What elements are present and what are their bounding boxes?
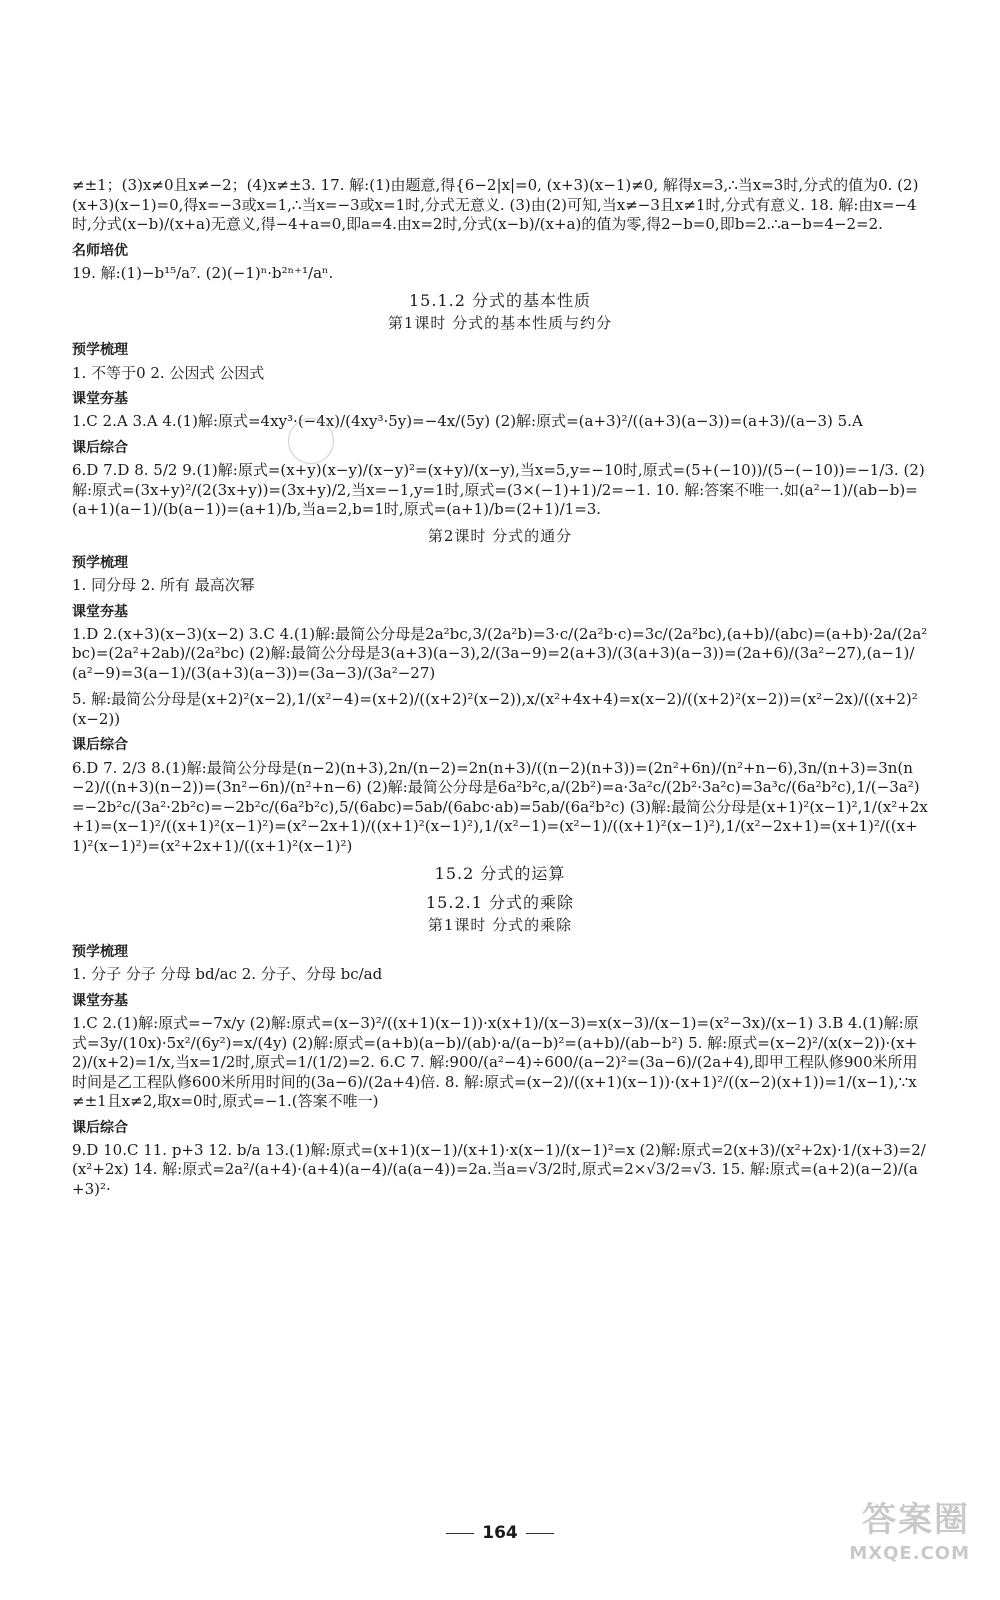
section-heading: 名师培优 bbox=[72, 242, 128, 259]
answer-line: 1. 同分母 2. 所有 最高次幂 bbox=[72, 576, 255, 595]
answer-page bbox=[72, 176, 928, 1206]
answer-line: 1. 分子 分子 分母 bd/ac 2. 分子、分母 bc/ad bbox=[72, 965, 383, 984]
answer-line: 1. 不等于0 2. 公因式 公因式 bbox=[72, 363, 265, 382]
lesson-title: 第1课时 分式的基本性质与约分 bbox=[387, 313, 613, 332]
section-heading: 课后综合 bbox=[72, 439, 128, 456]
section-heading: 课后综合 bbox=[72, 737, 128, 754]
section-heading: 课后综合 bbox=[72, 1119, 128, 1136]
watermark-logo: 答案圈 MXQE.COM bbox=[849, 1500, 970, 1565]
answer-line: 19. 解:(1)−b¹⁵/a⁷. (2)(−1)ⁿ·b²ⁿ⁺¹/aⁿ. bbox=[72, 263, 334, 282]
section-heading: 预学梳理 bbox=[72, 342, 128, 359]
answer-line: 1.D 2.(x+3)(x−3)(x−2) 3.C 4.(1)解:最简公分母是2a²bc,3/(2a²b)=3·c/(2a²b·c)=3c/(2a²bc),(a+b)/(abc)=(a+b)·2a/(2a²bc)=(2a²+2ab)/(2a²bc) (2)解:最简公分母是3(a+3)(a−3),2/(3a−9)=2(a+3)/(3(a+3)(a−3))=(2a+6)/(3a²−27),(a−1)/(a²−9)=3(a−1)/(3(a+3)(a−3))=(3a−3)/(3a²−27) bbox=[72, 624, 928, 682]
answer-line: 9.D 10.C 11. p+3 12. b/a 13.(1)解:原式=(x+1)(x−1)/(x+1)·x(x−1)/(x−1)²=x (2)解:原式=2(x+3)/(x²+2x)·1/(x+3)=2/(x²+2x) 14. 解:原式=2a²/(a+4)·(a+4)(a−4)/(a(a−4))=2a.当a=√3/2时,原式=2×√3/2=√3. 15. 解:原式=(a+2)(a−2)/(a+3)²· bbox=[72, 1140, 926, 1198]
answer-line: 6.D 7. 2/3 8.(1)解:最简公分母是(n−2)(n+3),2n/(n−2)=2n(n+3)/((n−2)(n+3))=(2n²+6n)/(n²+n−6),3n/(n+3)=3n(n−2)/((n+3)(n−2))=(3n²−6n)/(n²+n−6) (2)解:最简公分母是6a²b²c,a/(2b²)=a·3a²c/(2b²·3a²c)=3a³c/(6a²b²c),1/(−3a²)=−2b²c/(3a²·2b²c)=−2b²c/(6a²b²c),5/(6abc)=5ab/(6abc·ab)=5ab/(6a²b²c) (3)解:最简公分母是(x+1)²(x−1)²,1/(x²+2x+1)=(x−1)²/((x+1)²(x−1)²)=(x²−2x+1)/((x+1)²(x−1)²),1/(x²−1)=(x²−1)/((x+1)²(x−1)²),1/(x²−2x+1)=(x+1)²/((x+1)²(x−1)²)=(x²+2x+1)/((x+1)²(x−1)²) bbox=[72, 758, 928, 855]
page-number-text: 164 bbox=[482, 1523, 518, 1543]
section-title: 15.2 分式的运算 bbox=[434, 864, 566, 884]
section-title: 15.2.1 分式的乘除 bbox=[426, 892, 574, 912]
page-number-dash-left bbox=[446, 1533, 474, 1534]
answer-line: ≠±1；(3)x≠0且x≠−2；(4)x≠±3. 17. 解:(1)由题意,得{6−2|x|=0, (x+3)(x−1)≠0, 解得x=3,∴当x=3时,分式的值为0. (2)(x+3)(x−1)=0,得x=−3或x=1,∴当x=−3或x=1时,分式无意义. (3)由(2)可知,当x≠−3且x≠1时,分式有意义. 18. 解:由x=−4时,分式(x−b)/(x+a)无意义,得−4+a=0,即a=4.由x=2时,分式(x−b)/(x+a)的值为零,得2−b=0,即b=2.∴a−b=4−2=2. bbox=[72, 176, 919, 233]
answer-line: 5. 解:最简公分母是(x+2)²(x−2),1/(x²−4)=(x+2)/((x+2)²(x−2)),x/(x²+4x+4)=x(x−2)/((x+2)²(x−2))=(x²−2x)/((x+2)²(x−2)) bbox=[72, 690, 918, 728]
section-heading: 预学梳理 bbox=[72, 555, 128, 572]
section-title: 15.1.2 分式的基本性质 bbox=[409, 291, 591, 311]
answer-line: 1.C 2.A 3.A 4.(1)解:原式=4xy³·(−4x)/(4xy³·5y)=−4x/(5y) (2)解:原式=(a+3)²/((a+3)(a−3))=(a+3)/(a−3) 5.A bbox=[72, 412, 863, 431]
section-heading: 预学梳理 bbox=[72, 944, 128, 961]
stamp-seal bbox=[288, 418, 334, 464]
lesson-title: 第1课时 分式的乘除 bbox=[427, 915, 573, 934]
page-number-dash-right bbox=[526, 1533, 554, 1534]
section-heading: 课堂夯基 bbox=[72, 992, 128, 1009]
answer-line: 6.D 7.D 8. 5/2 9.(1)解:原式=(x+y)(x−y)/(x−y)²=(x+y)/(x−y),当x=5,y=−10时,原式=(5+(−10))/(5−(−10))=−1/3. (2)解:原式=(3x+y)²/(2(3x+y))=(3x+y)/2,当x=−1,y=1时,原式=(3×(−1)+1)/2=−1. 10. 解:答案不唯一.如(a²−1)/(ab−b)=(a+1)(a−1)/(b(a−1))=(a+1)/b,当a=2,b=1时,原式=(a+1)/b=(2+1)/1=3. bbox=[72, 461, 925, 519]
answer-line: 1.C 2.(1)解:原式=−7x/y (2)解:原式=(x−3)²/((x+1)(x−1))·x(x+1)/(x−3)=x(x−3)/(x−1)=(x²−3x)/(x−1) 3.B 4.(1)解:原式=3y/(10x)·5x²/(6y²)=x/(4y) (2)解:原式=(a+b)(a−b)/(ab)·a/(a−b)²=(a+b)/(ab−b²) 5. 解:原式=(x−2)²/(x(x−2))·(x+2)/(x+2)=1/x,当x=1/2时,原式=1/(1/2)=2. 6.C 7. 解:900/(a²−4)÷600/(a−2)²=(3a−6)/(2a+4),即甲工程队修900米所用时间是乙工程队修600米所用时间的(3a−6)/(2a+4)倍. 8. 解:原式=(x−2)/((x+1)(x−1))·(x+1)²/((x−2)(x+1))=1/(x−1),∵x≠±1且x≠2,取x=0时,原式=−1.(答案不唯一) bbox=[72, 1014, 919, 1111]
lesson-title: 第2课时 分式的通分 bbox=[427, 526, 573, 545]
section-heading: 课堂夯基 bbox=[72, 603, 128, 620]
section-heading: 课堂夯基 bbox=[72, 391, 128, 408]
